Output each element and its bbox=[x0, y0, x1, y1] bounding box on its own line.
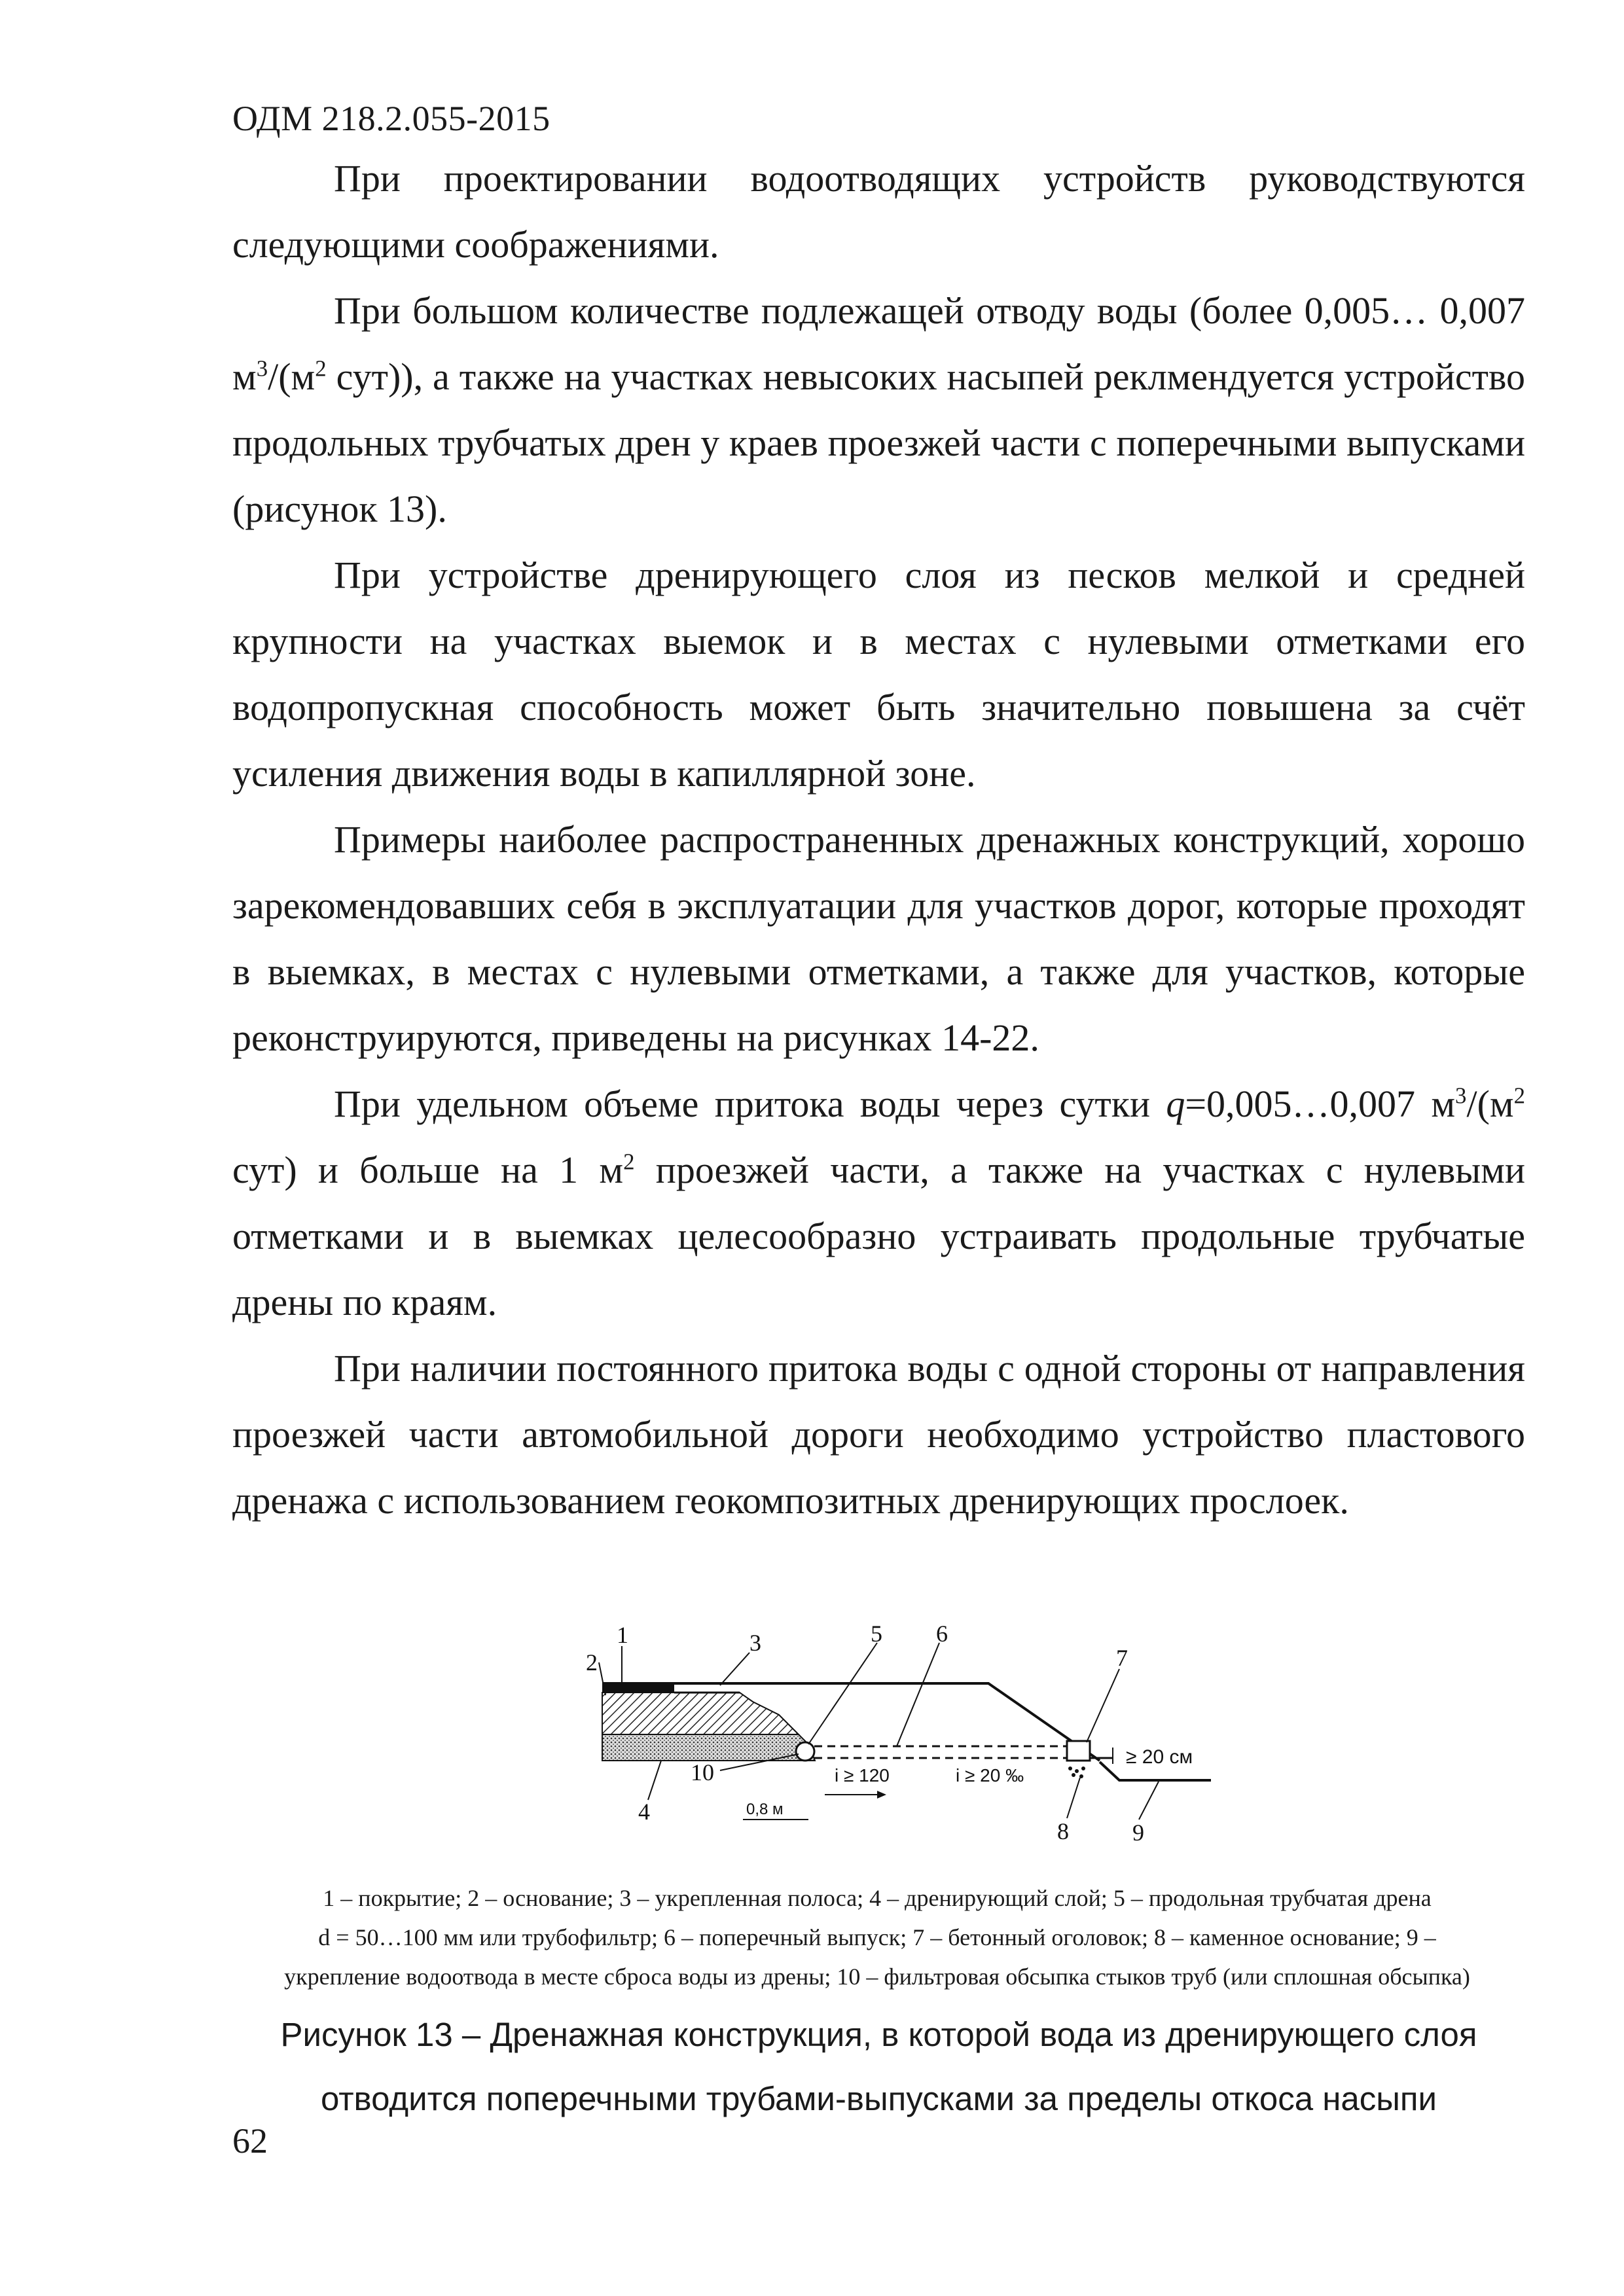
paragraph-3: При устройстве дренирующего слоя из песков мелкой и средней крупности на участках выемок и в местах с нулевыми отметками его водопропускная способность может быть значительно повышена за счёт усиления движения воды в капиллярной зоне. bbox=[232, 554, 1525, 795]
figure-label-7: 7 bbox=[1116, 1645, 1128, 1671]
p5-variable-q: q bbox=[1166, 1083, 1185, 1125]
paragraph-2 bbox=[232, 278, 1525, 542]
legend-line-3: укрепление водоотвода в месте сброса воды из дрены; 10 – фильтровая обсыпка стыков труб (или сплошная обсыпка) bbox=[284, 1964, 1470, 1990]
figure-legend bbox=[236, 1878, 1519, 1996]
figure-label-2: 2 bbox=[586, 1649, 598, 1676]
paragraph-5 bbox=[232, 1071, 1525, 1335]
paragraph-6: При наличии постоянного притока воды с одной стороны от направления проезжей части автомобильной дороги необходимо устройство пластового дренажа с использованием геокомпозитных дренирующих прослоек. bbox=[232, 1347, 1525, 1522]
figure-label-6: 6 bbox=[936, 1623, 948, 1647]
p5-superscript-3: 2 bbox=[623, 1149, 635, 1175]
height-dimension-label: ≥ 20 см bbox=[1126, 1746, 1193, 1768]
p2-superscript-2: 2 bbox=[315, 355, 327, 382]
p2-text-a: При большом количестве подлежащей отводу воды (более 0,005… 0,007 м bbox=[232, 289, 1525, 398]
p5-text-e: проезжей части, а также на участках с нулевыми отметками и в выемках целесообразно устраивать продольные трубчатые дрены по краям. bbox=[232, 1149, 1526, 1323]
paragraph-1: При проектировании водоотводящих устройств руководствуются следующими соображениями. bbox=[232, 157, 1525, 266]
p5-text-b: =0,005…0,007 м bbox=[1185, 1083, 1456, 1125]
figure-caption bbox=[232, 2003, 1525, 2131]
caption-line-1: Рисунок 13 – Дренажная конструкция, в которой вода из дренирующего слоя bbox=[280, 2016, 1477, 2053]
figure-label-8: 8 bbox=[1057, 1818, 1069, 1844]
figure-label-5: 5 bbox=[871, 1623, 882, 1647]
drainage-construction-figure bbox=[583, 1623, 1290, 1846]
pipe-drain bbox=[796, 1742, 814, 1761]
paragraph-4: Примеры наиболее распространенных дренажных конструкций, хорошо зарекомендовавших себя в эксплуатации для участков дорог, которые проходят в выемках, в местах с нулевыми отметками, а также для участков, которые реконструируются, приведены на рисунках 14-22. bbox=[232, 818, 1525, 1059]
p2-text-c: сут)), а также на участках невысоких насыпей реклмендуется устройство продольных трубчатых дрен у краев проезжей части с поперечными выпусками (рисунок 13). bbox=[232, 355, 1525, 530]
width-dimension-label: 0,8 м bbox=[746, 1801, 784, 1818]
p5-text-c: /(м bbox=[1466, 1083, 1514, 1125]
figure-label-4: 4 bbox=[638, 1799, 650, 1825]
legend-line-2: d = 50…100 мм или трубофильтр; 6 – поперечный выпуск; 7 – бетонный оголовок; 8 – каменное основание; 9 – bbox=[318, 1924, 1436, 1950]
pavement-layer bbox=[602, 1683, 674, 1693]
p5-superscript-1: 3 bbox=[1455, 1083, 1467, 1109]
page-number: 62 bbox=[232, 2121, 268, 2161]
legend-line-1: 1 – покрытие; 2 – основание; 3 – укрепленная полоса; 4 – дренирующий слой; 5 – продольная трубчатая дрена bbox=[323, 1885, 1432, 1911]
slope-label-1: i ≥ 120 bbox=[835, 1765, 890, 1785]
figure-label-1: 1 bbox=[617, 1623, 628, 1648]
document-code-header: ОДМ 218.2.055-2015 bbox=[232, 99, 550, 138]
p5-text-a: При удельном объеме притока воды через сутки bbox=[334, 1083, 1166, 1125]
p2-text-b: /(м bbox=[268, 355, 316, 398]
figure-label-9: 9 bbox=[1132, 1820, 1144, 1846]
concrete-headwall bbox=[1067, 1741, 1090, 1761]
body-text bbox=[232, 145, 1525, 1534]
p5-text-d: сут) и больше на 1 м bbox=[232, 1149, 624, 1191]
caption-line-2: отводится поперечными трубами-выпусками за пределы откоса насыпи bbox=[320, 2080, 1437, 2117]
p5-superscript-2: 2 bbox=[1513, 1083, 1525, 1109]
figure-label-10: 10 bbox=[691, 1759, 714, 1785]
stone-base bbox=[1068, 1767, 1085, 1778]
base-layer bbox=[602, 1693, 799, 1734]
slope-label-2: i ≥ 20 ‰ bbox=[956, 1765, 1024, 1785]
slope-arrow-head bbox=[877, 1791, 886, 1799]
p2-superscript-1: 3 bbox=[256, 355, 268, 382]
figure-label-3: 3 bbox=[749, 1630, 761, 1656]
